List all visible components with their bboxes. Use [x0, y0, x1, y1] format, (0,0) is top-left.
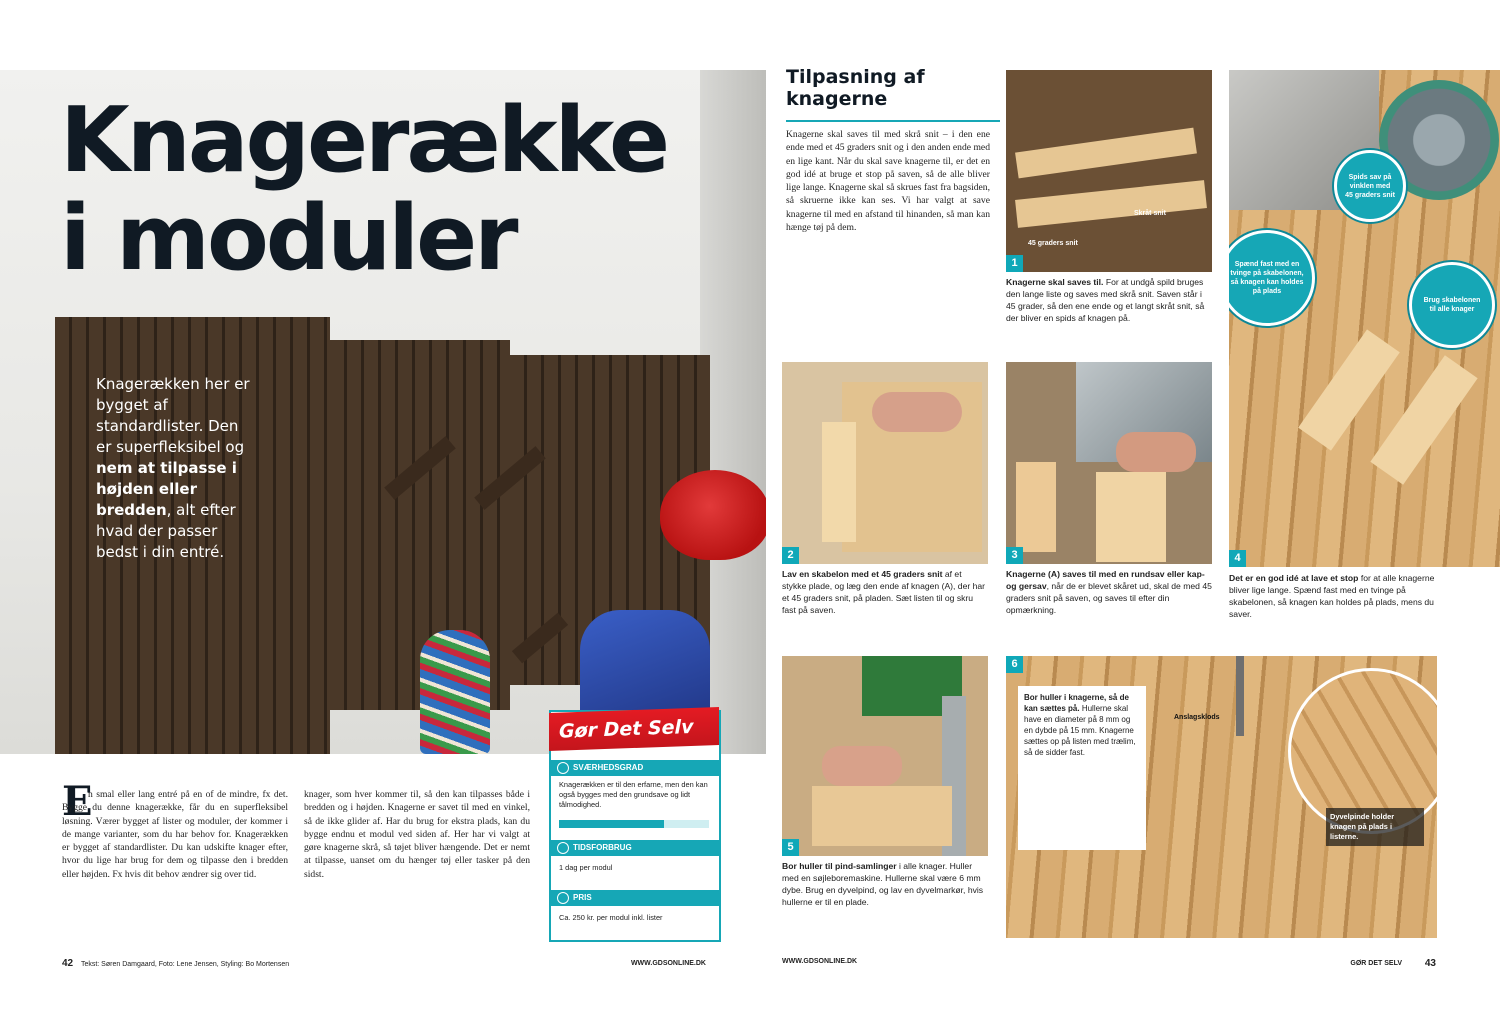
right-url: WWW.GDSONLINE.DK [782, 958, 858, 965]
red-hat [660, 470, 766, 560]
step-2-hand [872, 392, 962, 432]
time-label: TIDSFORBRUG [573, 843, 632, 852]
step-2-caption [782, 568, 988, 616]
body-column-1: n smal eller lang entré på en of de mindre, fx det. Bygge du denne knagerække, får du en superfleksibel løsning. Værer bygget af lister og moduler, der kommer i de mange varianter, som du har behov for. Knagerækken er bygget af standardlister. Du kan udskifte knager efter, hvor du lige har brug for dem og tilpasse den i bredden eller højden. Fx hvis dit behov ændrer sig over tid. [62, 789, 288, 880]
step-6-caption [1024, 692, 1140, 758]
bubble-3: Brug skabelonen til alle knager [1409, 262, 1495, 348]
difficulty-bar [559, 820, 709, 828]
step-4-caption [1229, 572, 1437, 620]
step-1-number: 1 [1006, 255, 1023, 272]
step-5-caption-bold: Bor huller til pind-samlinger [782, 861, 897, 871]
clock-icon [557, 842, 569, 854]
body-column-2: knager, som hver kommer til, så den kan tilpasses både i bredden og i højden. Knagerne er savet til med en vinkel, så de ikke glider af. Har du brug for ekstra plads, kan du bygge endnu et modul ved siden af. Her har vi valgt at gøre knagerne skrå, så tøjet bliver hængende. Det er nemt at tilpasse, uanset om du hænger tøj eller tasker på den sidst. [304, 789, 530, 880]
dropcap: E [62, 778, 93, 825]
right-page-number: 43 [1424, 958, 1436, 969]
step-3-caption-bold: Knagerne (A) saves til med en rundsav eller kap- og gersav [1006, 569, 1205, 591]
step-5-caption-text: i alle knager. Huller med en søjleboremaskine. Hullerne skal være 6 mm dybe. Brug en dyvelpind, og lav en dyvelmarkør, hvis hullerne er til en plade. [782, 861, 984, 907]
intro-bold: nem at tilpasse i højden eller bredden [96, 459, 237, 519]
left-footer [62, 958, 742, 969]
step-5-photo [782, 656, 988, 856]
step-2-board [822, 422, 856, 542]
step-4-wedge-2 [1370, 355, 1477, 484]
striped-mitten [420, 630, 490, 754]
step-3-caption [1006, 568, 1212, 616]
article-title [60, 88, 700, 291]
step-3-number: 3 [1006, 547, 1023, 564]
step-3-photo [1006, 362, 1212, 564]
section-title-rule [786, 120, 1000, 122]
gds-box [549, 710, 721, 942]
step-3-hand [1116, 432, 1196, 472]
step-6-drill-bit [1236, 656, 1244, 736]
step-5-hand [822, 746, 902, 786]
difficulty-icon [557, 762, 569, 774]
intro-text [96, 374, 256, 563]
price-label: PRIS [573, 893, 592, 902]
gds-row-time [551, 840, 719, 856]
section-text: Knagerne skal saves til med skrå snit – i den ene ende med et 45 graders snit og i den anden ende med en lige kant. Når du skal save knagerne til, er det en god idé at bruge et stop på saven, så de alle bliver lige lange. Knagerne skal så skrues fast fra bagsiden, så skruerne ikke kan ses. Vi har valgt at save knagerne til med en afstand til hinanden, så man kan hænge tøj på dem. [786, 129, 990, 234]
bubble-2: Spænd fast med en tvinge på skabelonen, så knagen kan holdes på plads [1229, 230, 1315, 326]
left-page-number: 42 [62, 958, 74, 969]
gds-banner [549, 707, 719, 751]
step-4-wedge-1 [1298, 329, 1400, 450]
step-1-caption [1006, 276, 1212, 324]
step-5-board [812, 786, 952, 846]
gds-banner-label: Gør Det Selv [559, 715, 694, 743]
tag-skraa-snit: Skråt snit [1134, 210, 1166, 217]
left-url: WWW.GDSONLINE.DK [630, 960, 706, 967]
step-4-caption-text: for at alle knagerne bliver lige lange. Spænd fast med en tvinge på skabelonen, så knagen kan holdes på plads, mens du saver. [1229, 573, 1435, 619]
intro-plain-1: Knagerækken her er bygget af standardlister. Den er superfleksibel og [96, 375, 250, 456]
step-1-caption-text: For at undgå spild bruges den lange liste og saves med skrå snit. Saven står i 45 grader, så den ene ende og et langt skråt snit, så der bliver en spids af knagen på. [1006, 277, 1205, 323]
gds-row-price [551, 890, 719, 906]
right-footer [782, 958, 1442, 969]
step-5-caption [782, 860, 988, 908]
step-1-board-b [1015, 180, 1207, 228]
step-6-caption-bold: Bor huller i knagerne, så de kan sættes på. [1024, 693, 1129, 713]
gds-row-difficulty [551, 760, 719, 776]
step-4-photo [1229, 70, 1500, 567]
step-6-number: 6 [1006, 656, 1023, 673]
title-line-1: Knagerække [60, 88, 668, 193]
step-6-caption-overlay: Dyvelpinde holder knagen på plads i listerne. [1326, 808, 1424, 846]
step-2-number: 2 [782, 547, 799, 564]
step-4-number: 4 [1229, 550, 1246, 567]
section-title: Tilpasning af knagerne [786, 66, 925, 110]
step-6-caption-text: Hullerne skal have en diameter på 8 mm og en dybde på 15 mm. Knagerne sættes op på listen med trælim, så de sidder fast. [1024, 704, 1136, 757]
coin-icon [557, 892, 569, 904]
step-2-caption-text: af et stykke plade, og læg den ende af knagen (A), der har et 45 graders snit, på pladen. Sæt listen til og skru fast på saven. [782, 569, 986, 615]
step-2-caption-bold: Lav en skabelon med et 45 graders snit [782, 569, 943, 579]
step-4-caption-bold: Det er en god idé at lave et stop [1229, 573, 1359, 583]
difficulty-text: Knagerækken er til den erfarne, men den kan også bygges med den grundsave og lidt tålmodighed. [559, 780, 708, 809]
step-2-photo [782, 362, 988, 564]
step-3-pieces [1016, 462, 1056, 552]
step-6-text-box [1018, 686, 1146, 850]
left-credit: Tekst: Søren Damgaard, Foto: Lene Jensen, Styling: Bo Mortensen [80, 961, 290, 968]
tag-45-graders: 45 graders snit [1028, 240, 1078, 247]
step-3-caption-text: , når de er blevet skåret ud, skal de med 45 graders snit på saven, og saves til efter din opmærkning. [1006, 581, 1212, 615]
right-mag: GØR DET SELV [1350, 960, 1402, 967]
bubble-1: Spids sav på vinklen med 45 graders snit [1334, 150, 1406, 222]
step-1-caption-bold: Knagerne skal saves til. [1006, 277, 1104, 287]
step-5-number: 5 [782, 839, 799, 856]
title-line-2: i moduler [60, 186, 516, 291]
price-text: Ca. 250 kr. per modul inkl. lister [559, 913, 663, 922]
difficulty-label: SVÆRHEDSGRAD [573, 763, 644, 772]
step-3-wedge [1096, 472, 1166, 562]
step-1-photo [1006, 70, 1212, 272]
tag-anslagsklods: Anslagsklods [1174, 714, 1220, 721]
step-6-photo [1006, 656, 1437, 938]
step-1-board-a [1015, 128, 1197, 179]
intro-plain-2: , alt efter hvad der passer bedst i din entré. [96, 501, 236, 561]
time-text: 1 dag per modul [559, 863, 613, 872]
